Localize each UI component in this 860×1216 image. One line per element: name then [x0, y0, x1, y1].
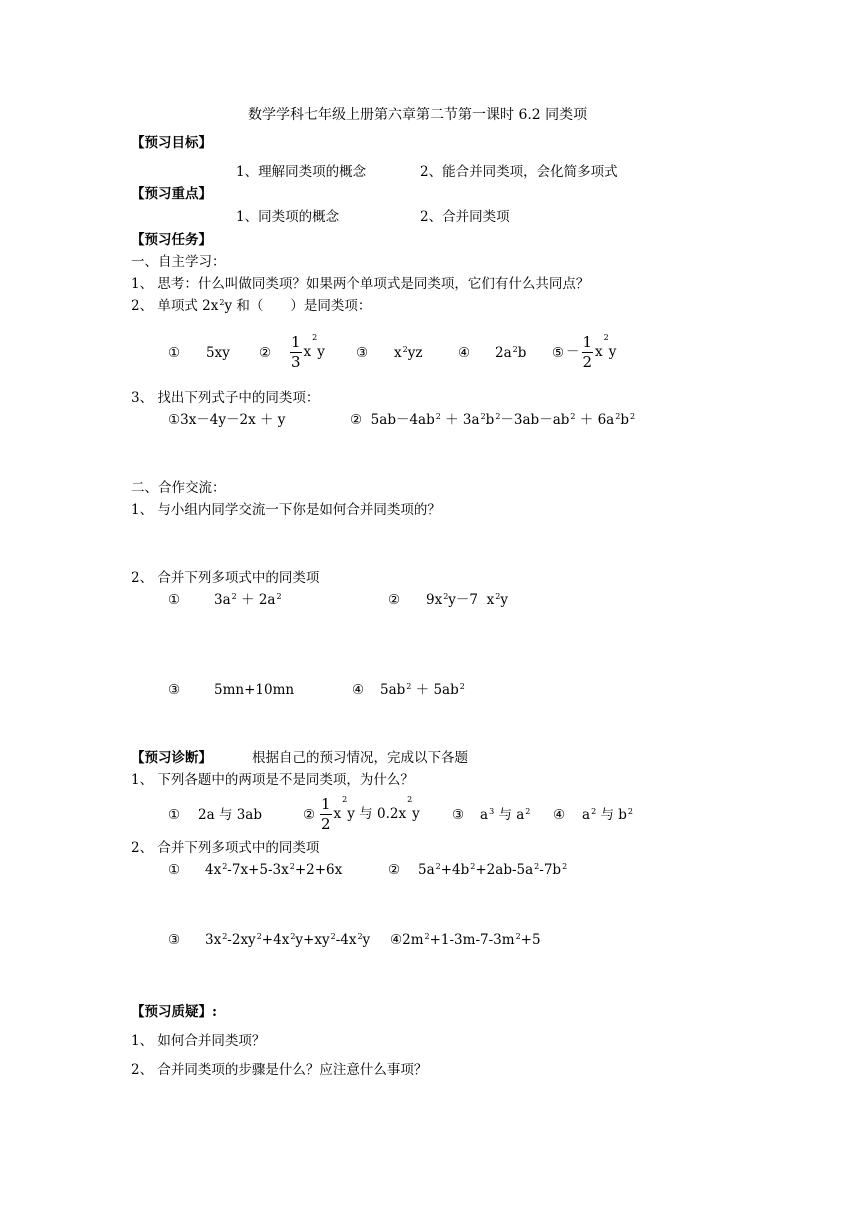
diagnosis-question-1: 1、 下列各题中的两项是不是同类项，为什么？	[131, 772, 414, 788]
d1-option-2-num: ②	[303, 807, 316, 823]
d1-option-3-num: ③	[452, 807, 465, 823]
page-title: 数学学科七年级上册第六章第二节第一课时 6.2 同类项	[248, 107, 588, 123]
q2-option-3: $x^2yz$	[394, 345, 423, 361]
c2-option-4: $5ab^2 + 5ab^2$	[380, 682, 465, 698]
goal-item-1: 1、理解同类项的概念	[236, 164, 367, 180]
c2-option-1-num: ①	[168, 592, 181, 608]
q2-suffix: 和（ ）是同类项：	[236, 298, 372, 314]
diagnosis-intro: 根据自己的预习情况，完成以下各题	[252, 750, 468, 766]
d1-option-3: $a^3$ 与 $a^2$	[480, 807, 531, 823]
q2-option-5-num: ⑤	[552, 345, 565, 361]
task-question-3: 3、 找出下列式子中的同类项：	[131, 390, 320, 406]
d2-option-1-num: ①	[168, 862, 181, 878]
goal-item-2: 2、能合并同类项，会化简多项式	[420, 164, 618, 180]
q3-expression-1: ①3x－4y－2x ＋ y	[168, 412, 286, 428]
c2-option-4-num: ④	[352, 682, 365, 698]
c2-option-3: 5mn+10mn	[214, 682, 295, 698]
q2-option-1: 5xy	[206, 345, 230, 361]
cooperate-question-1: 1、 与小组内同学交流一下你是如何合并同类项的？	[131, 502, 441, 518]
cooperate-question-2: 2、 合并下列多项式中的同类项	[131, 570, 320, 586]
d2-option-1: $4x^2-7x+5-3x^2+2+6x$	[205, 862, 343, 878]
q2-prefix: 2、 单项式 2x	[131, 298, 219, 314]
task-question-1: 1、 思考：什么叫做同类项？如果两个单项式是同类项，它们有什么共同点？	[131, 276, 590, 292]
q2-option-4: $2a^2b$	[495, 345, 527, 361]
self-study-label: 一、自主学习：	[131, 254, 226, 270]
c2-option-2: $9x^2y-7$ $x^2y$	[426, 592, 508, 608]
q2-option-2-num: ②	[259, 345, 272, 361]
d2-option-4: $④2m^2+1-3m-7-3m^2+5$	[390, 932, 541, 948]
cooperate-label: 二、合作交流：	[131, 480, 226, 496]
goals-heading: 【预习目标】	[131, 135, 212, 151]
d2-option-3: $3x^2-2xy^2+4x^2y+xy^2-4x^2y$	[205, 932, 371, 948]
diagnosis-question-2: 2、 合并下列多项式中的同类项	[131, 840, 320, 856]
q3-expression-2: ② $5ab-4ab^2 + 3a^2b^2-3ab-ab^2 + 6a^2b^2$	[350, 412, 636, 428]
questions-item-1: 1、 如何合并同类项？	[131, 1033, 266, 1049]
q2-option-1-num: ①	[168, 345, 181, 361]
d1-option-4-num: ④	[553, 807, 566, 823]
task-question-2: 2、 单项式 $2x^2y$ 和（ ）是同类项：	[131, 298, 372, 314]
focus-heading: 【预习重点】	[131, 186, 212, 202]
d2-option-3-num: ③	[168, 932, 181, 948]
focus-item-1: 1、同类项的概念	[236, 209, 340, 225]
d1-option-1: 2a 与 3ab	[198, 807, 262, 823]
questions-item-2: 2、 合并同类项的步骤是什么？应注意什么事项？	[131, 1062, 428, 1078]
c2-option-1: $3a^2 + 2a^2$	[214, 592, 282, 608]
q2-option-3-num: ③	[356, 345, 369, 361]
c2-option-2-num: ②	[388, 592, 401, 608]
d2-option-2: $5a^2+4b^2+2ab-5a^2-7b^2$	[418, 862, 568, 878]
q2-option-2: $\frac{1}{3}$ $x^2y$	[291, 333, 325, 371]
d2-option-2-num: ②	[388, 862, 401, 878]
q2-option-5: － $\frac{1}{2}$ $x^2y$	[566, 333, 617, 371]
focus-item-2: 2、合并同类项	[420, 209, 510, 225]
diagnosis-heading: 【预习诊断】	[131, 750, 212, 766]
tasks-heading: 【预习任务】	[131, 232, 212, 248]
d1-option-4: $a^2$ 与 $b^2$	[582, 807, 633, 823]
d1-option-1-num: ①	[168, 807, 181, 823]
d1-option-2: $\frac{1}{2}$ $x^2y$ 与 $0.2x^2y$	[321, 795, 420, 833]
q2-option-4-num: ④	[458, 345, 471, 361]
questions-heading: 【预习质疑】:	[131, 1004, 217, 1020]
c2-option-3-num: ③	[168, 682, 181, 698]
